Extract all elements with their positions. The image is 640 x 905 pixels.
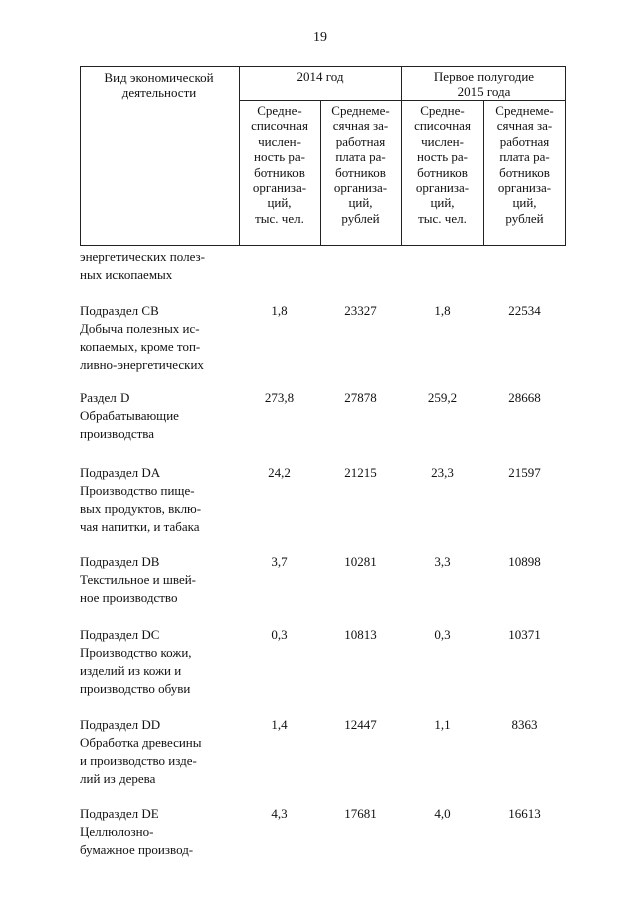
row-value-headcount-2015: 1,1 <box>434 717 451 732</box>
row-value-headcount-2015: 259,2 <box>427 390 458 405</box>
row-activity-name <box>80 302 240 374</box>
row-activity-line: Текстильное и швей- <box>80 572 197 587</box>
row-activity-line: Добыча полезных ис- <box>80 321 200 336</box>
row-activity-line: Подраздел СВ <box>80 303 159 318</box>
row-value-wage-2014: 17681 <box>344 806 377 821</box>
row-value-wage-2015: 22534 <box>508 303 541 318</box>
row-value-wage-2014: 10813 <box>344 627 377 642</box>
page-number: 19 <box>313 30 327 45</box>
row-value-wage-2014: 10281 <box>344 554 377 569</box>
row-value-headcount-2015: 4,0 <box>434 806 451 821</box>
row-activity-line: Обработка древесины <box>80 735 202 750</box>
header-top-rule <box>80 66 566 67</box>
row-activity-line: ное производство <box>80 590 178 605</box>
header-wage-2014: Среднеме- сячная за- работная плата ра- ботников организа- ций, рублей <box>331 103 390 226</box>
table-header <box>80 66 566 246</box>
row-value-headcount-2014: 273,8 <box>264 390 295 405</box>
row-activity-line: Раздел D <box>80 390 130 405</box>
row-value-wage-2015: 10371 <box>508 627 541 642</box>
row-activity-line: производство обуви <box>80 681 191 696</box>
row-activity-line: копаемых, кроме топ- <box>80 339 201 354</box>
row-activity-line: производства <box>80 426 155 441</box>
row-value-headcount-2014: 4,3 <box>271 806 288 821</box>
row-value-wage-2015: 8363 <box>511 717 538 732</box>
row-value-wage-2015: 10898 <box>508 554 541 569</box>
row-value-headcount-2015: 3,3 <box>434 554 451 569</box>
header-wage-2015: Среднеме- сячная за- работная плата ра- ботников организа- ций, рублей <box>495 103 554 226</box>
row-activity-name <box>80 464 240 536</box>
row-activity-name <box>80 248 240 284</box>
row-value-wage-2014: 21215 <box>344 465 377 480</box>
row-value-headcount-2015: 23,3 <box>431 465 454 480</box>
row-activity-line: ливно-энергетических <box>80 357 204 372</box>
header-bottom-rule <box>80 245 566 246</box>
row-activity-name <box>80 553 240 607</box>
row-activity-line: бумажное производ- <box>80 842 194 857</box>
row-activity-line: Целлюлозно- <box>80 824 154 839</box>
row-value-wage-2015: 21597 <box>508 465 541 480</box>
header-economic-activity: Вид экономической деятельности <box>104 70 214 101</box>
row-value-wage-2014: 23327 <box>344 303 377 318</box>
row-value-wage-2014: 12447 <box>344 717 377 732</box>
row-activity-line: ных ископаемых <box>80 267 173 282</box>
row-activity-line: Подраздел DD <box>80 717 161 732</box>
row-activity-line: Подраздел DE <box>80 806 159 821</box>
row-value-wage-2015: 28668 <box>508 390 541 405</box>
row-activity-line: энергетических полез- <box>80 249 205 264</box>
row-activity-name <box>80 626 240 698</box>
row-activity-line: Обрабатывающие <box>80 408 179 423</box>
row-value-headcount-2014: 24,2 <box>268 465 291 480</box>
row-value-headcount-2015: 0,3 <box>434 627 451 642</box>
row-activity-line: вых продуктов, вклю- <box>80 501 202 516</box>
row-value-headcount-2014: 1,8 <box>271 303 288 318</box>
row-activity-name <box>80 389 240 443</box>
header-group-rule <box>239 100 566 101</box>
header-half-2015: Первое полугодие 2015 года <box>433 69 535 100</box>
header-year-2014: 2014 год <box>296 69 344 84</box>
row-activity-name <box>80 716 240 788</box>
header-headcount-2014: Средне- списочная числен- ность ра- ботников организа- ций, тыс. чел. <box>251 103 308 226</box>
row-value-headcount-2015: 1,8 <box>434 303 451 318</box>
row-value-headcount-2014: 1,4 <box>271 717 288 732</box>
row-activity-line: Производство кожи, <box>80 645 192 660</box>
header-headcount-2015: Средне- списочная числен- ность ра- ботников организа- ций, тыс. чел. <box>414 103 471 226</box>
row-activity-line: Подраздел DB <box>80 554 160 569</box>
row-activity-name <box>80 805 240 859</box>
row-value-wage-2015: 16613 <box>508 806 541 821</box>
row-activity-line: изделий из кожи и <box>80 663 182 678</box>
row-activity-line: Производство пище- <box>80 483 195 498</box>
row-activity-line: чая напитки, и табака <box>80 519 200 534</box>
row-activity-line: лий из дерева <box>80 771 156 786</box>
row-value-headcount-2014: 3,7 <box>271 554 288 569</box>
row-activity-line: Подраздел DA <box>80 465 161 480</box>
row-value-headcount-2014: 0,3 <box>271 627 288 642</box>
row-activity-line: Подраздел DC <box>80 627 160 642</box>
row-value-wage-2014: 27878 <box>344 390 377 405</box>
row-activity-line: и производство изде- <box>80 753 197 768</box>
